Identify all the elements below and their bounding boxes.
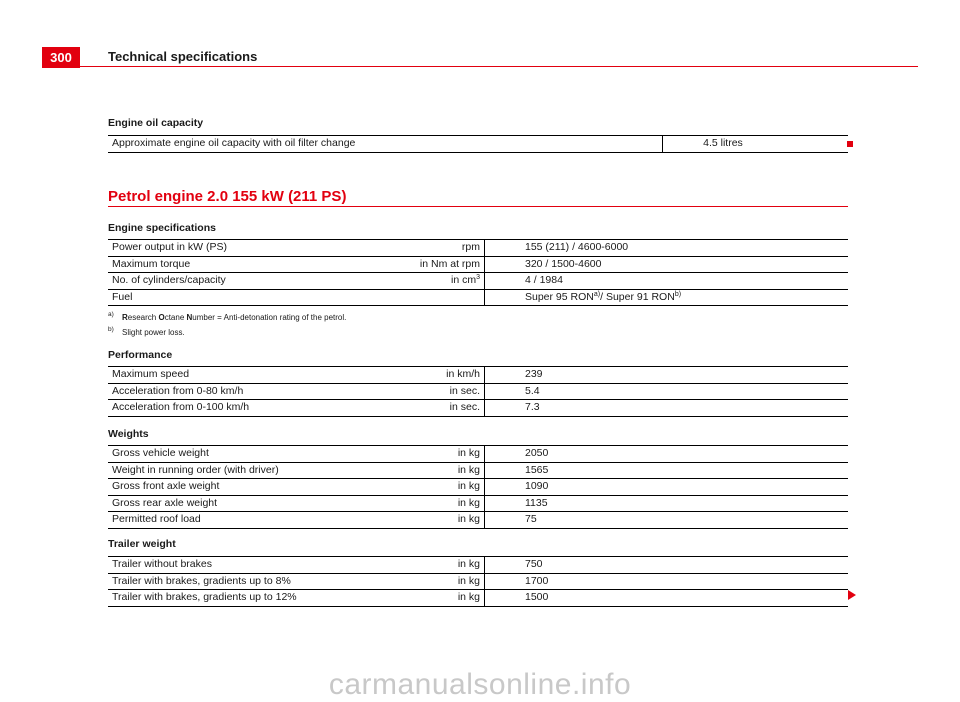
row-label: Trailer with brakes, gradients up to 12% (108, 590, 336, 607)
row-value: 4.5 litres (663, 136, 848, 153)
oil-capacity-title: Engine oil capacity (108, 117, 204, 129)
row-value: 1135 (485, 495, 849, 512)
row-label: Weight in running order (with driver) (108, 462, 336, 479)
footnote-mark: a) (108, 311, 114, 318)
engine-specifications-table (108, 239, 848, 306)
row-value: 4 / 1984 (485, 273, 849, 290)
row-label: Gross rear axle weight (108, 495, 336, 512)
row-label: Gross vehicle weight (108, 446, 336, 463)
footnote-text: Slight power loss. (122, 328, 185, 337)
footnote-text: esearch (127, 313, 159, 322)
unit-text: in cm (451, 274, 477, 287)
table-row (108, 495, 848, 512)
footnote-mark: b) (108, 326, 114, 333)
footnote-emphasis: N (186, 313, 193, 322)
page-title: Technical specifications (108, 49, 258, 64)
section-heading: Petrol engine 2.0 155 kW (211 PS) (108, 188, 347, 205)
table-row (108, 256, 848, 273)
footnote-text: umber = Anti-detonation rating of the petrol. (192, 313, 347, 322)
table-row (108, 446, 848, 463)
row-value: 2050 (485, 446, 849, 463)
oil-capacity-table (108, 135, 848, 153)
trailer-weight-table (108, 556, 848, 607)
table-row (108, 273, 848, 290)
table-row (108, 289, 848, 306)
row-unit: in kg (336, 557, 485, 574)
row-value: 320 / 1500-4600 (485, 256, 849, 273)
table-row (108, 512, 848, 529)
weights-title: Weights (108, 428, 149, 440)
engine-specifications-title: Engine specifications (108, 222, 216, 234)
row-value: 1090 (485, 479, 849, 496)
section-end-marker-icon (847, 141, 853, 147)
row-unit: in kg (336, 462, 485, 479)
footnote-ref-b: b) (674, 290, 682, 298)
table-row (108, 573, 848, 590)
row-value: 239 (485, 367, 849, 384)
row-unit: in kg (336, 573, 485, 590)
table-row (108, 479, 848, 496)
row-label: Approximate engine oil capacity with oil filter change (108, 136, 663, 153)
footnote-text: ctane (164, 313, 187, 322)
continue-arrow-icon[interactable] (848, 590, 856, 600)
row-unit: rpm (336, 240, 485, 257)
page-number: 300 (42, 47, 80, 68)
footnote-a (108, 313, 346, 322)
row-value: 7.3 (485, 400, 849, 417)
row-label: No. of cylinders/capacity (108, 273, 336, 290)
footnote-b (108, 328, 185, 337)
row-label: Fuel (108, 289, 336, 306)
row-value (485, 289, 849, 306)
table-row (108, 462, 848, 479)
row-label: Trailer without brakes (108, 557, 336, 574)
fuel-value-1: Super 95 RON (525, 290, 594, 303)
row-value: 75 (485, 512, 849, 529)
row-unit: in km/h (336, 367, 485, 384)
table-row (108, 557, 848, 574)
fuel-value-2: / Super 91 RON (600, 290, 675, 303)
row-label: Trailer with brakes, gradients up to 8% (108, 573, 336, 590)
section-divider (108, 206, 848, 207)
table-row (108, 136, 848, 153)
row-unit: in kg (336, 590, 485, 607)
row-label: Acceleration from 0-100 km/h (108, 400, 336, 417)
row-label: Gross front axle weight (108, 479, 336, 496)
table-row (108, 590, 848, 607)
row-unit: in sec. (336, 400, 485, 417)
table-row (108, 367, 848, 384)
table-row (108, 240, 848, 257)
trailer-weight-title: Trailer weight (108, 538, 176, 550)
row-unit: in sec. (336, 383, 485, 400)
row-label: Maximum speed (108, 367, 336, 384)
watermark: carmanualsonline.info (328, 668, 632, 701)
row-unit (336, 289, 485, 306)
table-row (108, 400, 848, 417)
row-value: 1700 (485, 573, 849, 590)
row-unit (336, 273, 485, 290)
row-value: 5.4 (485, 383, 849, 400)
row-unit: in Nm at rpm (336, 256, 485, 273)
footnote-ref-a: a) (593, 290, 601, 298)
weights-table (108, 445, 848, 529)
unit-superscript: 3 (476, 274, 480, 282)
row-label: Power output in kW (PS) (108, 240, 336, 257)
row-label: Maximum torque (108, 256, 336, 273)
row-value: 1565 (485, 462, 849, 479)
row-value: 155 (211) / 4600-6000 (485, 240, 849, 257)
table-row (108, 383, 848, 400)
header-divider (80, 66, 918, 67)
row-unit: in kg (336, 495, 485, 512)
footnote-emphasis: R (122, 313, 128, 322)
row-label: Permitted roof load (108, 512, 336, 529)
row-label: Acceleration from 0-80 km/h (108, 383, 336, 400)
row-value: 1500 (485, 590, 849, 607)
footnote-emphasis: O (158, 313, 165, 322)
row-value: 750 (485, 557, 849, 574)
row-unit: in kg (336, 446, 485, 463)
row-unit: in kg (336, 512, 485, 529)
row-unit: in kg (336, 479, 485, 496)
performance-title: Performance (108, 349, 173, 361)
performance-table (108, 366, 848, 417)
